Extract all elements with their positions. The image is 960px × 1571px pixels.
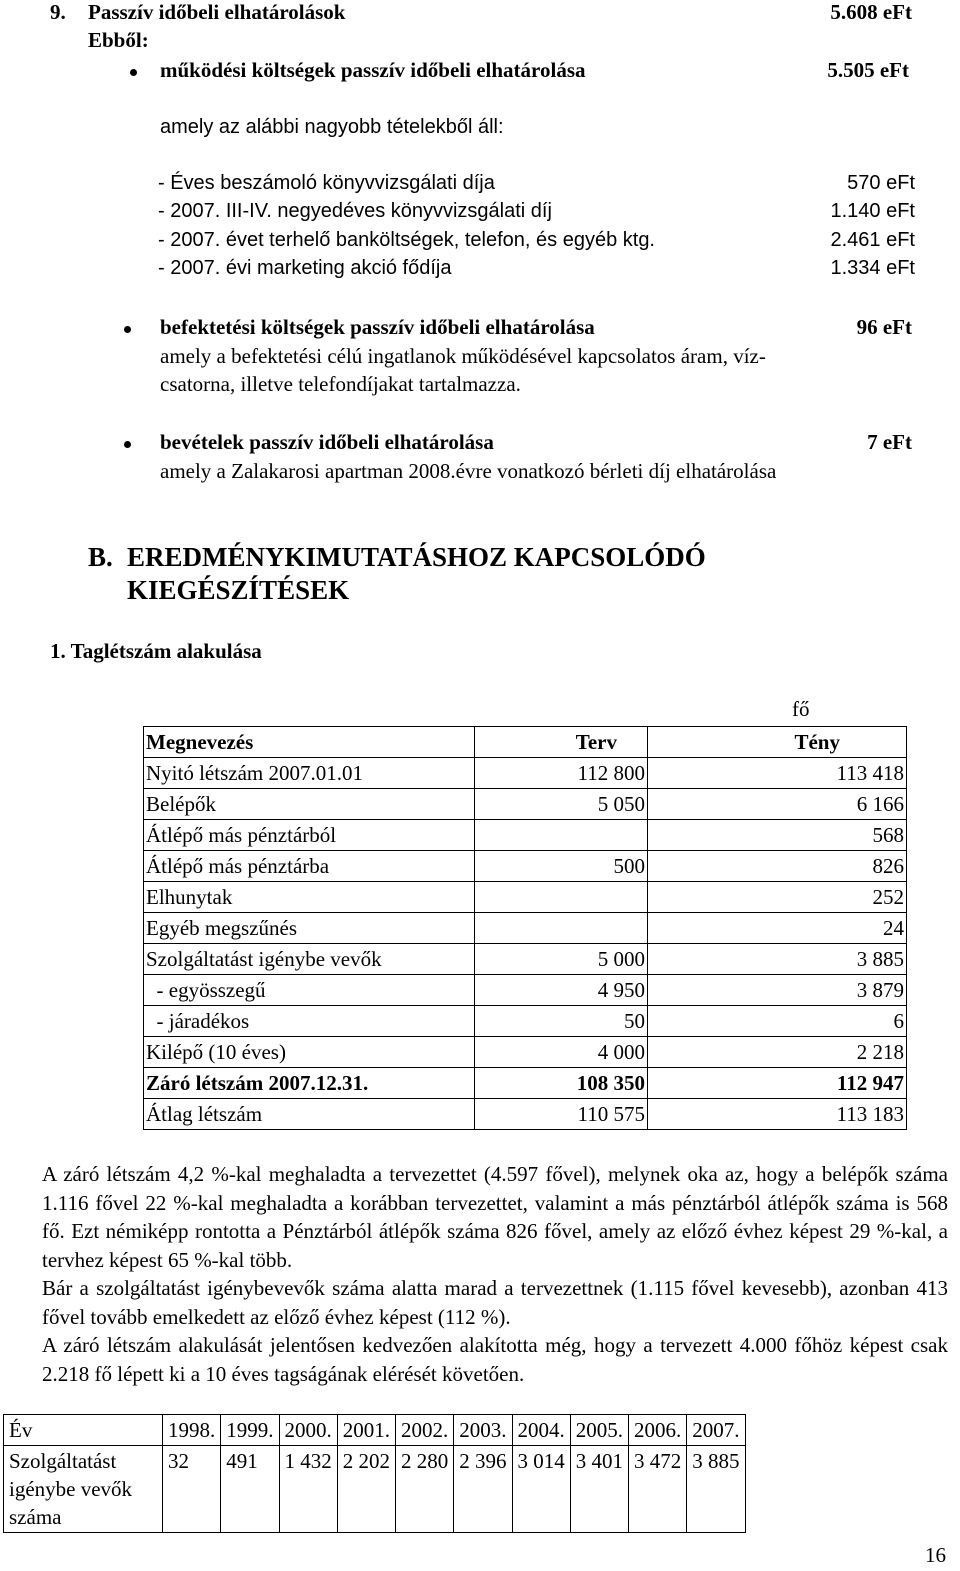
table-cell: 568 [648,820,907,851]
table-cell: Egyéb megszűnés [144,913,475,944]
table-cell: Elhunytak [144,882,475,913]
op-item-label: - Éves beszámoló könyvvizsgálati díja [158,172,495,194]
table-row [4,1415,746,1446]
table-cell: 112 800 [475,758,648,789]
table-row [144,820,907,851]
table-cell: Átlag létszám [144,1099,475,1130]
op-item-amount: 1.140 eFt [830,200,915,222]
table-row [144,882,907,913]
table-cell: 4 950 [475,975,648,1006]
table-row [144,789,907,820]
table-cell: 1999. [221,1415,279,1446]
inv-amount: 96 eFt [856,315,912,339]
table-cell: 2001. [337,1415,395,1446]
table-cell [475,913,648,944]
table-cell [475,882,648,913]
op-item-amount: 2.461 eFt [830,229,915,251]
table-cell: Szolgáltatást igénybe vevők [144,944,475,975]
op-item-amount: 1.334 eFt [830,257,915,279]
table-cell: 32 [163,1446,221,1533]
table-row [144,1099,907,1130]
op-item-label: - 2007. III-IV. negyedéves könyvvizsgálati díj [158,200,552,222]
section-title: Passzív időbeli elhatárolások [88,0,346,24]
table-unit: fő [792,697,810,721]
table-cell: 110 575 [475,1099,648,1130]
op-item-label: - 2007. évet terhelő banköltségek, telefon, és egyéb ktg. [158,229,655,251]
table-row [144,913,907,944]
paragraph: A záró létszám alakulását jelentősen kedvezően alakította még, hogy a tervezett 4.000 főhöz képest csak 2.218 fő lépett ki a 10 éves tagságának elérését követően. [42,1333,948,1386]
table-cell: 2007. [687,1415,745,1446]
table-cell: 252 [648,882,907,913]
sectionB-title-line1: EREDMÉNYKIMUTATÁSHOZ KAPCSOLÓDÓ [127,542,706,572]
table-cell: Záró létszám 2007.12.31. [144,1068,475,1099]
table-cell: 24 [648,913,907,944]
paragraph: A záró létszám 4,2 %-kal meghaladta a tervezettet (4.597 fővel), melynek oka az, hogy a belépők száma 1.116 fővel 22 %-kal meghaladta a korábban tervezettet, valamint a más pénztárból átlépők száma is 568 fő. Ezt némiképp rontotta a Pénztárból átlépők száma 826 fővel, amely az előző évhez képest 29 %-kal, a tervhez képest 65 %-kal több. [42,1162,948,1272]
rev-amount: 7 eFt [867,430,912,454]
op-item-label: - 2007. évi marketing akció fődíja [158,257,452,279]
table-row [144,1006,907,1037]
inv-desc-line2: csatorna, illetve telefondíjakat tartalmazza. [160,372,521,396]
subsection-title: 1. Taglétszám alakulása [50,639,262,663]
table-cell: 3 879 [648,975,907,1006]
table-cell: - járadékos [144,1006,475,1037]
table-row [144,758,907,789]
table-cell: Nyitó létszám 2007.01.01 [144,758,475,789]
inv-title: befektetési költségek passzív időbeli elhatárolása [160,315,595,339]
table-cell: Átlépő más pénztárba [144,851,475,882]
table-cell: 2000. [279,1415,337,1446]
bullet-icon [124,441,131,448]
op-intro: amely az alábbi nagyobb tételekből áll: [160,116,504,138]
table-cell: 113 418 [648,758,907,789]
staff-table [143,726,907,1130]
table-cell: 2 202 [337,1446,395,1533]
table-row [144,944,907,975]
paragraph: Bár a szolgáltatást igénybevevők száma alatta marad a tervezettnek (1.115 fővel kevesebb), azonban 413 fővel tovább emelkedett az előző évhez képest (112 %). [42,1276,948,1329]
op-title: működési költségek passzív időbeli elhatárolása [160,58,586,82]
table-row [144,1037,907,1068]
table-header-row [144,727,907,758]
table-cell: 112 947 [648,1068,907,1099]
sectionB-label: B. [88,542,113,572]
table-cell: 5 000 [475,944,648,975]
table-row [144,975,907,1006]
table-cell: Szolgáltatást igénybe vevők száma [4,1446,163,1533]
rev-desc-line1: amely a Zalakarosi apartman 2008.évre vonatkozó bérleti díj elhatárolása [160,459,777,483]
table-cell: 2 280 [396,1446,454,1533]
table-cell: 3 014 [512,1446,570,1533]
table-cell: Kilépő (10 éves) [144,1037,475,1068]
table-cell: 6 166 [648,789,907,820]
header-cell: Terv [475,727,648,758]
table-cell: 2004. [512,1415,570,1446]
table-cell: 1998. [163,1415,221,1446]
table-cell: 3 885 [687,1446,745,1533]
table-row [4,1446,746,1533]
table-cell [475,820,648,851]
table-cell: 491 [221,1446,279,1533]
section-amount: 5.608 eFt [830,0,912,24]
bullet-icon [130,69,137,76]
table-cell: 826 [648,851,907,882]
table-row [144,851,907,882]
bullet-icon [124,326,131,333]
inv-desc-line1: amely a befektetési célú ingatlanok működésével kapcsolatos áram, víz- [160,344,766,368]
section-number: 9. [50,0,66,24]
table-cell: 2005. [570,1415,628,1446]
table-cell: 113 183 [648,1099,907,1130]
table-cell: 2 396 [454,1446,512,1533]
table-cell: 500 [475,851,648,882]
table-cell: 2003. [454,1415,512,1446]
sectionB-title-line2: KIEGÉSZÍTÉSEK [127,575,350,605]
table-cell: 6 [648,1006,907,1037]
rev-title: bevételek passzív időbeli elhatárolása [160,430,494,454]
table-cell: 2002. [396,1415,454,1446]
table-cell: 2 218 [648,1037,907,1068]
table-cell: 50 [475,1006,648,1037]
year-table [3,1414,746,1533]
table-cell: 5 050 [475,789,648,820]
op-amount: 5.505 eFt [827,58,909,82]
table-cell: Belépők [144,789,475,820]
table-cell: 108 350 [475,1068,648,1099]
table-cell: 3 885 [648,944,907,975]
table-cell: Átlépő más pénztárból [144,820,475,851]
table-row [144,1068,907,1099]
ebbol-label: Ebből: [88,28,149,52]
header-cell: Megnevezés [144,727,475,758]
page-number: 16 [925,1543,946,1567]
table-cell: 3 472 [629,1446,687,1533]
table-cell: Év [4,1415,163,1446]
table-cell: 2006. [629,1415,687,1446]
table-cell: 3 401 [570,1446,628,1533]
table-cell: 4 000 [475,1037,648,1068]
op-item-amount: 570 eFt [847,172,915,194]
table-cell: - egyösszegű [144,975,475,1006]
header-cell: Tény [648,727,907,758]
table-cell: 1 432 [279,1446,337,1533]
